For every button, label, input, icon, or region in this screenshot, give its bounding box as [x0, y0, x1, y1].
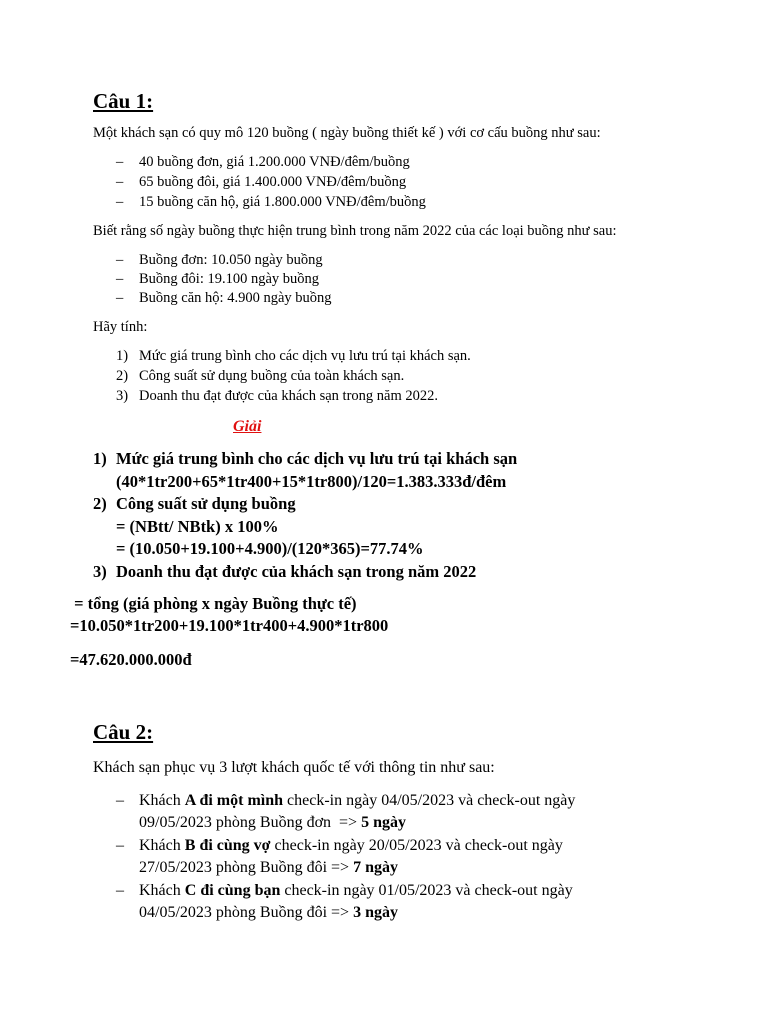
solution-2-formula-2: = (10.050+19.100+4.900)/(120*365)=77.74%	[116, 539, 424, 558]
actual-item-3: – Buồng căn hộ: 4.900 ngày buồng	[116, 290, 332, 306]
solution-1-title: Mức giá trung bình cho các dịch vụ lưu trú tại khách sạn	[116, 449, 518, 468]
actual-item-2: – Buồng đôi: 19.100 ngày buồng	[116, 271, 320, 287]
solution-2-title: Công suất sử dụng buồng	[116, 494, 296, 513]
guest-b-desc: B đi cùng vợ	[184, 837, 271, 854]
question-3: 3) Doanh thu đạt được của khách sạn trong năm 2022.	[116, 388, 439, 404]
solution-1-formula: (40*1tr200+65*1tr400+15*1tr800)/120=1.383.333đ/đêm	[116, 472, 507, 491]
cau2-heading: Câu 2:	[93, 720, 154, 744]
guest-item-b: – Khách B đi cùng vợ check-in ngày 20/05/2023 và check-out ngày 27/05/2023 phòng Buồng đôi => 7 ngày	[116, 837, 563, 876]
cau1-ask: Hãy tính:	[93, 319, 148, 335]
cau1-intro: Một khách sạn có quy mô 120 buồng ( ngày buồng thiết kế ) với cơ cấu buồng như sau:	[93, 125, 601, 141]
dash-marker: –	[116, 154, 124, 170]
solution-3-line-2: =10.050*1tr200+19.100*1tr400+4.900*1tr800	[70, 616, 389, 635]
room-item-2: – 65 buồng đôi, giá 1.400.000 VNĐ/đêm/buồng	[116, 174, 407, 190]
guest-a-nights: 5 ngày	[361, 814, 406, 831]
dash-marker: –	[116, 252, 124, 268]
cau1-known: Biết rằng số ngày buồng thực hiện trung bình trong năm 2022 của các loại buồng như sau:	[93, 223, 617, 239]
actual-item-1: – Buồng đơn: 10.050 ngày buồng	[116, 252, 323, 268]
dash-marker: –	[116, 271, 124, 287]
dash-marker: –	[116, 174, 124, 190]
guest-c-nights: 3 ngày	[353, 904, 398, 921]
room-item-3: – 15 buồng căn hộ, giá 1.800.000 VNĐ/đêm/buồng	[116, 194, 426, 210]
dash-marker: –	[116, 882, 124, 899]
dash-marker: –	[116, 194, 124, 210]
solution-label: Giải	[233, 418, 262, 435]
solution-3-line-3: =47.620.000.000đ	[70, 650, 192, 669]
question-1: 1) Mức giá trung bình cho các dịch vụ lưu trú tại khách sạn.	[116, 348, 471, 364]
solution-1-number: 1)	[93, 449, 107, 468]
guest-c-desc: C đi cùng bạn	[184, 882, 281, 899]
guest-item-c: – Khách C đi cùng bạn check-in ngày 01/05/2023 và check-out ngày 04/05/2023 phòng Buồng đôi => 3 ngày	[116, 882, 573, 921]
room-item-1: – 40 buồng đơn, giá 1.200.000 VNĐ/đêm/buồng	[116, 154, 410, 170]
cau1-heading: Câu 1:	[93, 89, 154, 113]
cau2-intro: Khách sạn phục vụ 3 lượt khách quốc tế với thông tin như sau:	[93, 759, 495, 776]
dash-marker: –	[116, 290, 124, 306]
solution-3-number: 3)	[93, 562, 107, 581]
solution-2-formula-1: = (NBtt/ NBtk) x 100%	[116, 517, 279, 536]
guest-b-nights: 7 ngày	[353, 859, 398, 876]
solution-3-title: Doanh thu đạt được của khách sạn trong năm 2022	[116, 562, 477, 581]
guest-item-a: – Khách A đi một mình check-in ngày 04/05/2023 và check-out ngày 09/05/2023 phòng Buồng đơn => 5 ngày	[116, 792, 576, 831]
solution-3-line-1: = tổng (giá phòng x ngày Buồng thực tế)	[70, 594, 357, 613]
dash-marker: –	[116, 837, 124, 854]
dash-marker: –	[116, 792, 124, 809]
question-2: 2) Công suất sử dụng buồng của toàn khách sạn.	[116, 368, 405, 384]
solution-2-number: 2)	[93, 494, 107, 513]
guest-a-desc: A đi một mình	[184, 792, 284, 809]
